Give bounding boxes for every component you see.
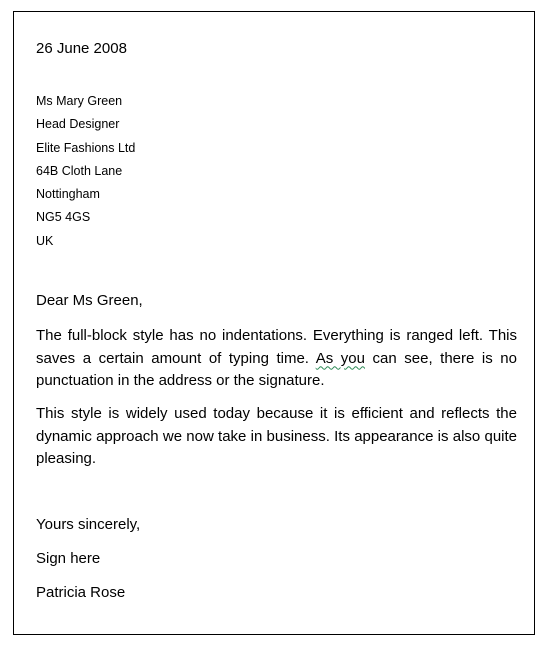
- sender-name: Patricia Rose: [36, 584, 126, 601]
- signature-placeholder: Sign here: [36, 550, 101, 567]
- address-line-postcode: NG5 4GS: [36, 210, 91, 225]
- paragraph-1-text-end: can see, there is no punctuation in the address or the signature.: [36, 349, 517, 389]
- address-line-company: Elite Fashions Ltd: [36, 140, 136, 155]
- spellcheck-flagged-text: As you: [315, 349, 365, 367]
- body-paragraph-1: [36, 325, 517, 393]
- paragraph-1-text-start: The full-block style has no indentations. Everything is ranged left. This saves a certain amount of typing time.: [36, 327, 517, 367]
- letter-page: [13, 11, 535, 635]
- letter-date: 26 June 2008: [36, 40, 127, 57]
- address-line-title: Head Designer: [36, 117, 120, 132]
- address-line-city: Nottingham: [36, 187, 100, 202]
- recipient-address: [36, 93, 135, 256]
- address-line-name: Ms Mary Green: [36, 94, 123, 108]
- address-line-country: UK: [36, 233, 54, 248]
- complimentary-close: Yours sincerely,: [36, 516, 141, 533]
- address-line-street: 64B Cloth Lane: [36, 163, 123, 178]
- salutation: Dear Ms Green,: [36, 292, 143, 309]
- body-paragraph-2: This style is widely used today because it is efficient and reflects the dynamic approach we now take in business. Its appearance is also quite pleasing.: [36, 405, 517, 467]
